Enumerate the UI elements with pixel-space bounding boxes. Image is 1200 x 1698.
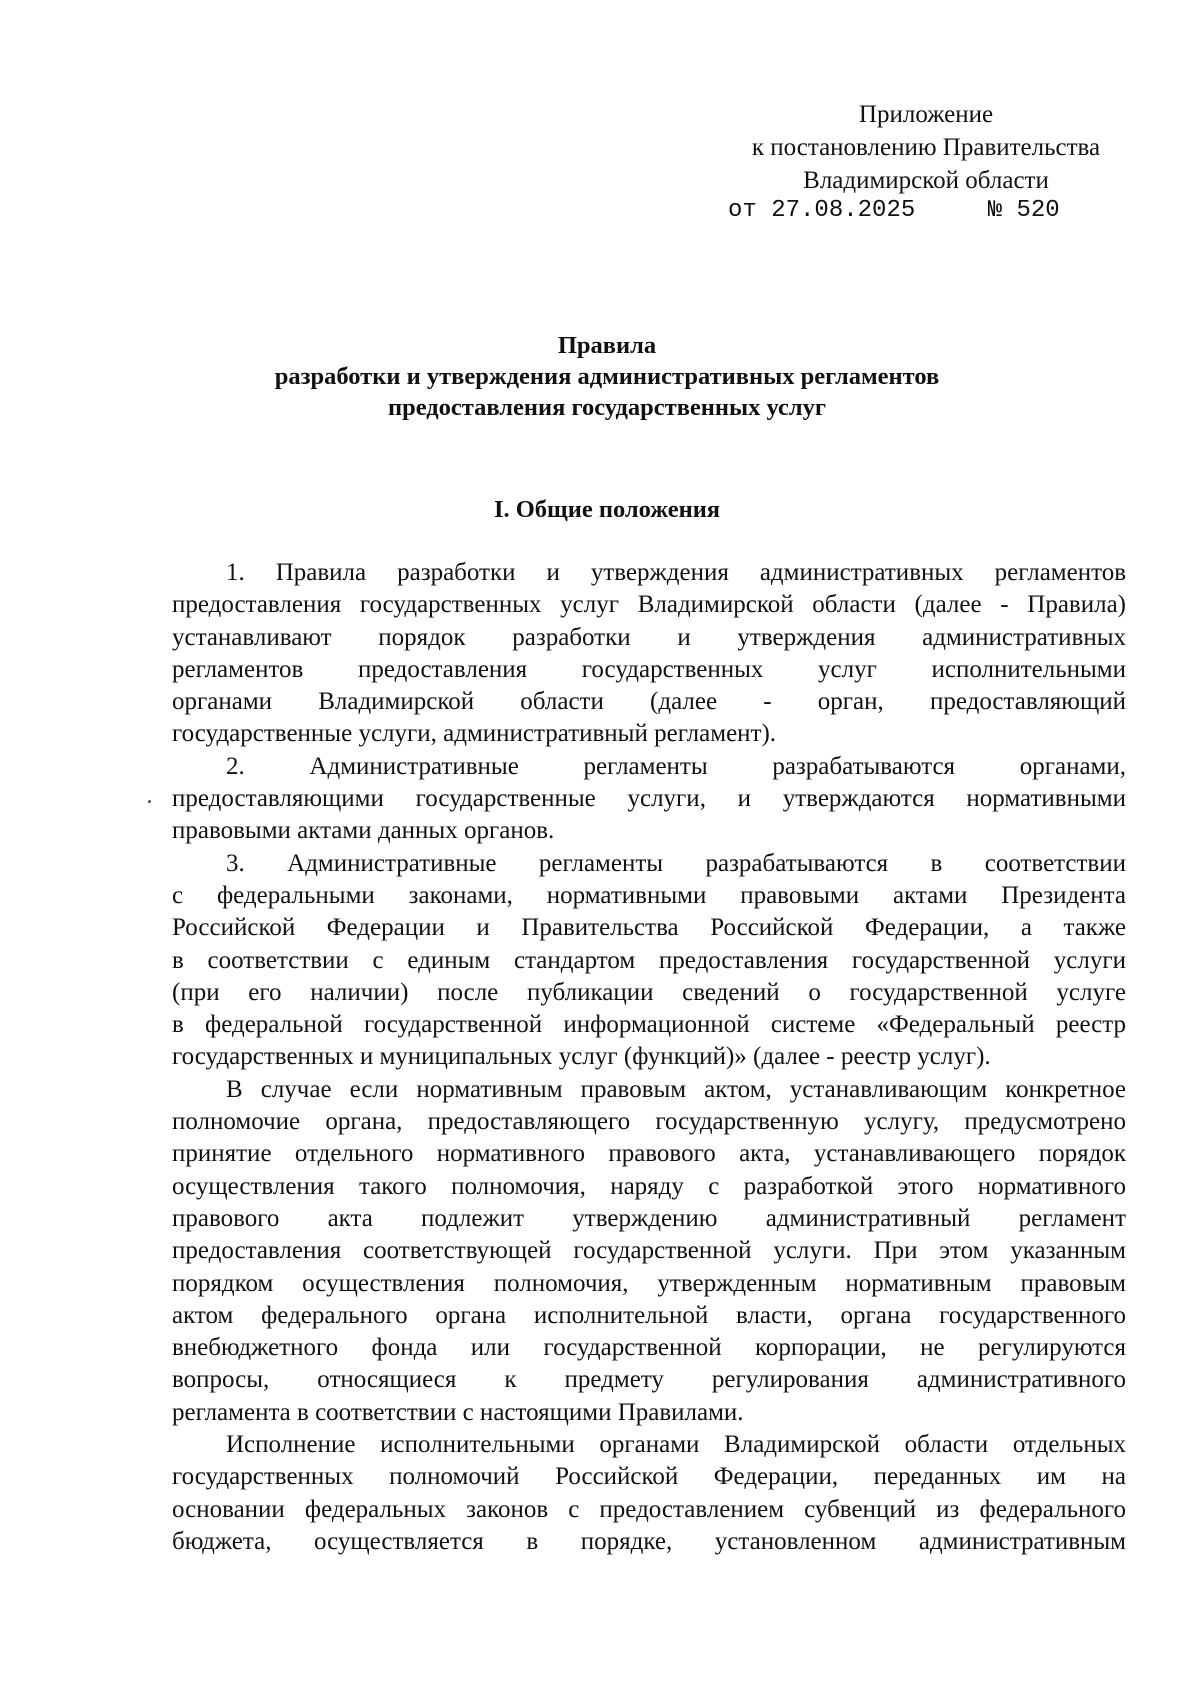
title-line-3: предоставления государственных услуг xyxy=(387,394,827,421)
appendix-header xyxy=(716,98,1136,197)
document-number: 520 xyxy=(1016,197,1060,224)
body-line: вопросы, относящиеся к предмету регулирования административного xyxy=(172,1366,1126,1394)
body-line: устанавливают порядок разработки и утверждения административных xyxy=(172,623,1126,651)
scan-speck xyxy=(148,800,151,803)
body-line: бюджета, осуществляется в порядке, установленном административным xyxy=(172,1527,1126,1555)
title-line-2: разработки и утверждения административных регламентов xyxy=(274,363,940,390)
body-line: правового акта подлежит утверждению административный регламент xyxy=(172,1204,1126,1232)
body-line: внебюджетного фонда или государственной корпорации, не регулируются xyxy=(172,1334,1126,1362)
body-line: полномочие органа, предоставляющего государственную услугу, предусмотрено xyxy=(172,1108,1126,1136)
body-line: актом федерального органа исполнительной власти, органа государственного xyxy=(172,1301,1126,1329)
body-line: регламентов предоставления государственных услуг исполнительными xyxy=(172,655,1126,683)
body-line: государственных и муниципальных услуг (функций)» (далее - реестр услуг). xyxy=(172,1043,991,1071)
date-prefix: от xyxy=(728,197,757,224)
appendix-line-3: Владимирской области xyxy=(803,167,1049,194)
title-line-1: Правила xyxy=(557,332,657,359)
body-line: в соответствии с единым стандартом предоставления государственной услуги xyxy=(172,946,1126,974)
body-line: 3. Административные регламенты разрабатываются в соответствии xyxy=(226,849,1126,877)
document-date: 27.08.2025 xyxy=(771,197,916,224)
body-line: осуществления такого полномочия, наряду с разработкой этого нормативного xyxy=(172,1172,1126,1200)
registration-stamp xyxy=(728,196,1060,226)
body-line: регламента в соответствии с настоящими Правилами. xyxy=(172,1398,744,1426)
body-line: предоставления соответствующей государственной услуги. При этом указанным xyxy=(172,1237,1126,1265)
body-line: предоставляющими государственные услуги, и утверждаются нормативными xyxy=(172,785,1126,813)
document-body xyxy=(172,557,1126,1558)
body-line: государственных полномочий Российской Федерации, переданных им на xyxy=(172,1463,1126,1491)
body-line: 1. Правила разработки и утверждения административных регламентов xyxy=(226,559,1126,586)
body-line: (при его наличии) после публикации сведений о государственной услуге xyxy=(172,978,1126,1006)
document-title xyxy=(160,330,1054,423)
body-line: правовыми актами данных органов. xyxy=(172,817,555,845)
body-line: государственные услуги, административный регламент). xyxy=(172,720,777,748)
body-line: Российской Федерации и Правительства Российской Федерации, а также xyxy=(172,914,1126,942)
body-line: в федеральной государственной информационной системе «Федеральный реестр xyxy=(172,1011,1126,1039)
body-line: 2. Административные регламенты разрабатываются органами, xyxy=(226,752,1126,780)
body-line: с федеральными законами, нормативными правовыми актами Президента xyxy=(172,881,1126,909)
body-line: предоставления государственных услуг Владимирской области (далее - Правила) xyxy=(172,591,1126,619)
body-line: порядком осуществления полномочия, утвержденным нормативным правовым xyxy=(172,1269,1126,1297)
section-heading: I. Общие положения xyxy=(493,496,721,523)
body-line: принятие отдельного нормативного правового акта, устанавливающего порядок xyxy=(172,1140,1126,1168)
body-line: Исполнение исполнительными органами Владимирской области отдельных xyxy=(226,1431,1126,1459)
body-line: В случае если нормативным правовым актом, устанавливающим конкретное xyxy=(226,1075,1126,1103)
appendix-line-1: Приложение xyxy=(858,101,994,128)
appendix-line-2: к постановлению Правительства xyxy=(751,134,1101,161)
number-sign: № xyxy=(987,197,1003,224)
body-line: основании федеральных законов с предоставлением субвенций из федерального xyxy=(172,1495,1126,1523)
body-line: органами Владимирской области (далее - орган, предоставляющий xyxy=(172,688,1126,716)
